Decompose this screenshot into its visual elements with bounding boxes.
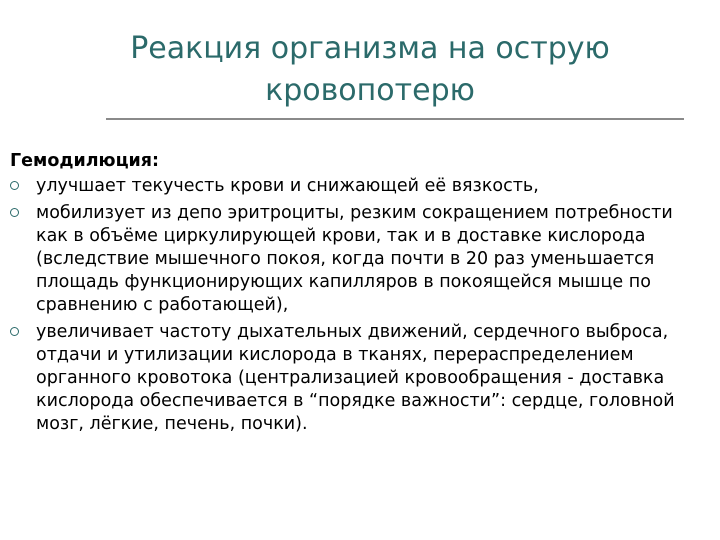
section-heading: Гемодилюция: (10, 151, 160, 171)
bullet-item (10, 321, 700, 436)
hollow-circle-bullet-icon (10, 327, 19, 336)
bullet-text: мобилизует из депо эритроциты, резким сокращением потребности как в объёме циркулирующей крови, так и в доставке кислорода (вследствие мышечного покоя, когда почти в 20 раз уменьшается площадь функционирующих капилляров в покоящейся мышце по сравнению с работающей), (36, 203, 673, 315)
bullet-text: улучшает текучесть крови и снижающей её вязкость, (36, 176, 539, 196)
slide-title: Реакция организма на острую кровопотерю (130, 31, 610, 108)
slide-body (10, 150, 700, 440)
bullet-list (10, 175, 700, 436)
bullet-item (10, 175, 700, 198)
hollow-circle-bullet-icon (10, 208, 19, 217)
hollow-circle-bullet-icon (10, 181, 19, 190)
bullet-text: увеличивает частоту дыхательных движений, сердечного выброса, отдачи и утилизации кислорода в тканях, перераспределением органного кровотока (централизацией кровообращения - доставка кислорода обеспечивается в “порядке важности”: сердце, головной мозг, лёгкие, печень, почки). (36, 322, 675, 434)
title-divider (106, 118, 684, 120)
bullet-item (10, 202, 700, 317)
